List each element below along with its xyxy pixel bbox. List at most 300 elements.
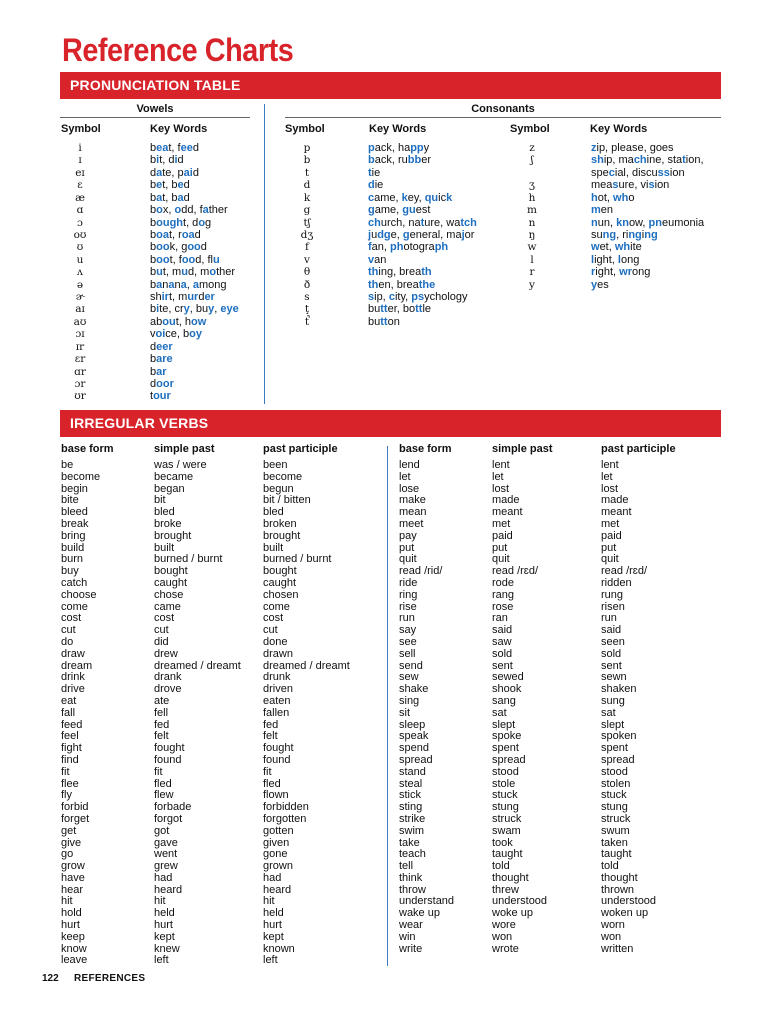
consonant-keywords: button bbox=[368, 315, 400, 328]
simple-past-cell: won bbox=[492, 930, 513, 943]
past-participle-cell: held bbox=[263, 907, 284, 920]
past-participle-cell: hurt bbox=[263, 919, 282, 932]
base-form-cell: burn bbox=[61, 553, 84, 566]
base-form-cell: hear bbox=[61, 883, 84, 896]
base-form-cell: catch bbox=[61, 576, 88, 589]
consonant-keywords: sip, city, psychology bbox=[368, 291, 468, 304]
vowel-keywords: bat, bad bbox=[150, 191, 190, 204]
irregular-verbs-banner: IRREGULAR VERBS bbox=[60, 410, 721, 437]
past-participle-cell: quit bbox=[601, 553, 619, 566]
simple-past-cell: spread bbox=[492, 753, 526, 766]
base-form-cell: think bbox=[399, 871, 423, 884]
simple-past-cell: taught bbox=[492, 848, 523, 861]
base-form-cell: fight bbox=[61, 742, 82, 755]
base-form-cell: choose bbox=[61, 588, 97, 601]
base-form-cell: know bbox=[61, 942, 87, 955]
base-form-cell: pay bbox=[399, 529, 417, 542]
past-participle-column bbox=[263, 460, 350, 967]
past-participle-cell: fed bbox=[263, 718, 279, 731]
past-participle-cell: sat bbox=[601, 706, 616, 719]
base-form-cell: eat bbox=[61, 694, 77, 707]
simple-past-cell: threw bbox=[492, 883, 519, 896]
vowel-symbol: oʊ bbox=[73, 228, 87, 241]
base-form-cell: put bbox=[399, 541, 415, 554]
simple-past-cell: gave bbox=[154, 836, 178, 849]
vowel-keywords: about, how bbox=[150, 315, 207, 328]
past-participle-cell: rung bbox=[601, 588, 624, 601]
base-form-cell: bleed bbox=[61, 506, 88, 519]
consonant-symbol: r bbox=[529, 266, 535, 279]
simple-past-cell: met bbox=[492, 517, 511, 530]
past-participle-cell: thrown bbox=[601, 883, 635, 896]
base-form-cell: hurt bbox=[61, 919, 80, 932]
past-participle-cell: left bbox=[263, 954, 278, 967]
simple-past-cell: sold bbox=[492, 647, 513, 660]
simple-past-cell: meant bbox=[492, 506, 523, 519]
past-participle-cell: ridden bbox=[601, 576, 632, 589]
base-form-cell: write bbox=[399, 942, 423, 955]
simple-past-cell: wore bbox=[492, 919, 516, 932]
base-form-header: base form bbox=[61, 443, 114, 455]
base-form-cell: read /rid/ bbox=[399, 565, 443, 578]
base-form-cell: wake up bbox=[399, 907, 440, 920]
base-form-cell: throw bbox=[399, 883, 426, 896]
simple-past-cell: fit bbox=[154, 765, 163, 778]
base-form-cell: forbid bbox=[61, 801, 89, 814]
base-form-cell: get bbox=[61, 824, 77, 837]
past-participle-cell: cut bbox=[263, 624, 278, 637]
base-form-cell: flee bbox=[61, 777, 79, 790]
consonant-keywords: hot, who bbox=[591, 191, 635, 204]
simple-past-cell: caught bbox=[154, 576, 188, 589]
simple-past-cell: paid bbox=[492, 529, 513, 542]
past-participle-cell: struck bbox=[601, 812, 631, 825]
consonant-symbol: d bbox=[303, 179, 311, 192]
simple-past-cell: cut bbox=[154, 624, 169, 637]
past-participle-cell: sold bbox=[601, 647, 622, 660]
vowel-keywords: box, odd, father bbox=[150, 204, 228, 217]
past-participle-cell: known bbox=[263, 942, 295, 955]
consonant-keywords: nun, know, pneumonia bbox=[591, 216, 705, 229]
vowel-symbol: ɑ bbox=[76, 204, 84, 217]
base-form-cell: let bbox=[399, 470, 411, 483]
past-participle-cell: eaten bbox=[263, 694, 291, 707]
past-participle-cell: been bbox=[263, 459, 288, 471]
consonant-symbol: l bbox=[530, 253, 534, 266]
past-participle-cell: grown bbox=[263, 860, 293, 873]
simple-past-cell: forgot bbox=[154, 812, 183, 825]
vowel-keywords: deer bbox=[150, 340, 173, 353]
past-participle-cell: brought bbox=[263, 529, 301, 542]
simple-past-cell: saw bbox=[492, 635, 512, 648]
past-participle-cell: drunk bbox=[263, 671, 291, 684]
vowel-keywords: bare bbox=[150, 353, 173, 366]
past-participle-cell: flown bbox=[263, 789, 289, 802]
past-participle-cell: built bbox=[263, 541, 284, 554]
consonant-keywords: then, breathe bbox=[368, 278, 436, 291]
simple-past-cell: drank bbox=[154, 671, 182, 684]
consonant2-keywords-header: Key Words bbox=[590, 123, 648, 135]
simple-past-cell: spent bbox=[492, 742, 519, 755]
simple-past-cell: spoke bbox=[492, 730, 522, 743]
simple-past-cell: stung bbox=[492, 801, 519, 814]
simple-past-cell: stood bbox=[492, 765, 519, 778]
past-participle-cell: had bbox=[263, 871, 282, 884]
base-form-cell: drink bbox=[61, 671, 85, 684]
consonant-symbol: z bbox=[529, 142, 535, 154]
consonant-keywords: men bbox=[591, 204, 614, 217]
vowels-rule bbox=[60, 117, 250, 118]
base-form-cell: buy bbox=[61, 565, 79, 578]
consonant-keywords: special, discussion bbox=[591, 166, 685, 179]
consonant-keywords: judge, general, major bbox=[368, 228, 475, 241]
base-form-cell: spend bbox=[399, 742, 429, 755]
base-form-cell: leave bbox=[61, 954, 88, 967]
base-form-cell: quit bbox=[399, 553, 417, 566]
vowel-keywords: beat, feed bbox=[150, 142, 199, 154]
simple-past-cell: fell bbox=[154, 706, 169, 719]
past-participle-cell: seen bbox=[601, 635, 625, 648]
vowel-symbol: ʊr bbox=[74, 390, 86, 403]
base-form-cell: meet bbox=[399, 517, 424, 530]
consonant-symbol: ţ bbox=[304, 303, 310, 316]
consonant-symbol: θ bbox=[303, 266, 311, 279]
past-participle-cell: stung bbox=[601, 801, 628, 814]
consonant-keywords-header: Key Words bbox=[369, 123, 427, 135]
past-participle-cell: driven bbox=[263, 683, 293, 696]
vowel-symbol: eɪ bbox=[75, 166, 85, 179]
simple-past-cell: hurt bbox=[154, 919, 173, 932]
past-participle-cell: given bbox=[263, 836, 290, 849]
base-form-cell: make bbox=[399, 494, 426, 507]
vowel-keywords: voice, boy bbox=[150, 328, 202, 341]
simple-past-cell: had bbox=[154, 871, 173, 884]
base-form-cell: give bbox=[61, 836, 82, 849]
base-form-column bbox=[61, 460, 100, 967]
past-participle-cell: bit / bitten bbox=[263, 494, 311, 507]
vowel-keywords: book, good bbox=[150, 241, 207, 254]
base-form-cell: dream bbox=[61, 659, 93, 672]
consonant-symbol: p bbox=[303, 142, 311, 154]
consonant-symbol: dʒ bbox=[300, 228, 314, 241]
past-participle-cell: told bbox=[601, 860, 619, 873]
base-form-cell: wear bbox=[399, 919, 423, 932]
consonant-keywords: came, key, quick bbox=[368, 191, 453, 204]
vowel-symbol: aɪ bbox=[75, 303, 85, 316]
simple-past-cell: read /rɛd/ bbox=[492, 565, 539, 578]
vowel-symbol: u bbox=[76, 253, 84, 266]
past-participle-cell: kept bbox=[263, 930, 284, 943]
past-participle-cell: made bbox=[601, 494, 629, 507]
past-participle-cell: thought bbox=[601, 871, 638, 884]
simple-past-cell: shook bbox=[492, 683, 522, 696]
base-form-cell: lose bbox=[399, 482, 420, 495]
consonant-symbol: s bbox=[304, 291, 310, 304]
base-form-cell: stand bbox=[399, 765, 426, 778]
past-participle-cell: said bbox=[601, 624, 622, 637]
consonant-keywords: yes bbox=[591, 278, 609, 291]
base-form-cell: understand bbox=[399, 895, 455, 908]
vowel-keywords-header: Key Words bbox=[150, 123, 208, 135]
verbs-divider bbox=[387, 446, 388, 966]
past-participle-cell: broken bbox=[263, 517, 297, 530]
consonant-symbol: t̚ bbox=[304, 315, 310, 328]
consonant-keywords-column bbox=[368, 142, 477, 328]
vowel-symbol-column bbox=[60, 142, 100, 403]
vowel-symbol: ɛr bbox=[74, 353, 86, 366]
base-form-cell: sing bbox=[399, 694, 420, 707]
past-participle-cell: bled bbox=[263, 506, 284, 519]
vowel-keywords: tour bbox=[150, 390, 171, 403]
past-participle-cell: sewn bbox=[601, 671, 627, 684]
base-form-cell: cut bbox=[61, 624, 76, 637]
base-form-cell: steal bbox=[399, 777, 423, 790]
simple-past-cell: thought bbox=[492, 871, 529, 884]
simple-past-cell: stuck bbox=[492, 789, 518, 802]
base-form-cell: say bbox=[399, 624, 417, 637]
vowel-keywords: shirt, murder bbox=[150, 291, 215, 304]
consonant-symbol-header: Symbol bbox=[285, 123, 325, 135]
simple-past-cell: knew bbox=[154, 942, 180, 955]
consonant-keywords: pack, happy bbox=[368, 142, 430, 154]
simple-past-column-2 bbox=[492, 460, 547, 955]
past-participle-cell: fled bbox=[263, 777, 281, 790]
consonant-symbol: ð bbox=[303, 278, 311, 291]
simple-past-cell: lost bbox=[492, 482, 510, 495]
consonant-symbol: y bbox=[529, 278, 535, 291]
past-participle-cell: woken up bbox=[601, 907, 649, 920]
consonant-keywords: measure, vision bbox=[591, 179, 670, 192]
past-participle-cell: read /rɛd/ bbox=[601, 565, 648, 578]
vowel-keywords-column bbox=[150, 142, 239, 403]
past-participle-cell: come bbox=[263, 600, 290, 613]
base-form-cell: have bbox=[61, 871, 85, 884]
simple-past-cell: sent bbox=[492, 659, 513, 672]
base-form-cell: mean bbox=[399, 506, 427, 519]
consonant-symbol: f bbox=[305, 241, 309, 254]
consonant-keywords: fan, photograph bbox=[368, 241, 449, 254]
base-form-cell: sit bbox=[399, 706, 410, 719]
page-title: Reference Charts bbox=[62, 32, 294, 68]
past-participle-cell: taken bbox=[601, 836, 628, 849]
past-participle-cell: stuck bbox=[601, 789, 627, 802]
vowel-symbol: ɪ bbox=[78, 154, 82, 167]
consonant-keywords: game, guest bbox=[368, 204, 431, 217]
simple-past-cell: lent bbox=[492, 459, 510, 471]
simple-past-cell: rang bbox=[492, 588, 515, 601]
base-form-cell: ride bbox=[399, 576, 418, 589]
simple-past-cell: built bbox=[154, 541, 175, 554]
vowels-heading: Vowels bbox=[136, 103, 174, 115]
simple-past-header: simple past bbox=[154, 443, 215, 455]
base-form-cell: begin bbox=[61, 482, 88, 495]
past-participle-cell: burned / burnt bbox=[263, 553, 332, 566]
consonant-symbol: w bbox=[527, 241, 537, 254]
past-participle-cell: swum bbox=[601, 824, 630, 837]
past-participle-cell: written bbox=[601, 942, 634, 955]
consonant-keywords: butter, bottle bbox=[368, 303, 431, 316]
past-participle-cell: meant bbox=[601, 506, 632, 519]
consonant-keywords: die bbox=[368, 179, 384, 192]
base-form-cell: spread bbox=[399, 753, 433, 766]
consonant-keywords: zip, please, goes bbox=[591, 142, 674, 154]
simple-past-cell: kept bbox=[154, 930, 175, 943]
past-participle-cell: fought bbox=[263, 742, 294, 755]
past-participle-cell: sung bbox=[601, 694, 625, 707]
past-participle-cell: spoken bbox=[601, 730, 637, 743]
vowel-symbol: ɔr bbox=[74, 378, 86, 391]
past-participle-cell: understood bbox=[601, 895, 657, 908]
vowel-keywords: door bbox=[150, 378, 174, 391]
vowel-keywords: boot, food, flu bbox=[150, 253, 220, 266]
vowel-keywords: bite, cry, buy, eye bbox=[150, 303, 239, 316]
vowel-symbol: aʊ bbox=[73, 315, 87, 328]
past-participle-cell: forbidden bbox=[263, 801, 309, 814]
past-participle-cell: put bbox=[601, 541, 617, 554]
past-participle-column-2 bbox=[601, 460, 656, 955]
simple-past-cell: ate bbox=[154, 694, 170, 707]
simple-past-cell: drove bbox=[154, 683, 182, 696]
consonant-keywords: wet, white bbox=[591, 241, 642, 254]
vowel-keywords: bit, did bbox=[150, 154, 184, 167]
vowel-keywords: but, mud, mother bbox=[150, 266, 236, 279]
base-form-cell: forget bbox=[61, 812, 90, 825]
past-participle-cell: slept bbox=[601, 718, 625, 731]
simple-past-cell: ran bbox=[492, 612, 508, 625]
past-participle-cell: chosen bbox=[263, 588, 299, 601]
vowel-symbol-header: Symbol bbox=[61, 123, 101, 135]
past-participle-cell: bought bbox=[263, 565, 297, 578]
base-form-cell: sleep bbox=[399, 718, 426, 731]
base-form-cell: ring bbox=[399, 588, 418, 601]
simple-past-cell: rode bbox=[492, 576, 515, 589]
simple-past-cell: understood bbox=[492, 895, 548, 908]
base-form-cell: tell bbox=[399, 860, 414, 873]
past-participle-cell: lent bbox=[601, 459, 619, 471]
past-participle-cell: paid bbox=[601, 529, 622, 542]
vowel-symbol: ɪr bbox=[75, 340, 85, 353]
simple-past-cell: put bbox=[492, 541, 508, 554]
vowel-keywords: bet, bed bbox=[150, 179, 190, 192]
simple-past-cell: hit bbox=[154, 895, 166, 908]
base-form-cell: keep bbox=[61, 930, 85, 943]
base-form-cell: bring bbox=[61, 529, 86, 542]
simple-past-cell: chose bbox=[154, 588, 184, 601]
vowel-symbol: æ bbox=[75, 191, 85, 204]
simple-past-cell: made bbox=[492, 494, 520, 507]
base-form-cell: send bbox=[399, 659, 423, 672]
consonant-keywords: light, long bbox=[591, 253, 640, 266]
past-participle-cell: shaken bbox=[601, 683, 637, 696]
vowel-symbol: ɑr bbox=[74, 365, 86, 378]
past-participle-cell: gone bbox=[263, 848, 288, 861]
consonant-symbol: g bbox=[303, 204, 311, 217]
base-form-cell: fly bbox=[61, 789, 72, 802]
pronunciation-divider bbox=[264, 104, 265, 404]
base-form-cell: shake bbox=[399, 683, 429, 696]
base-form-cell: swim bbox=[399, 824, 425, 837]
simple-past-cell: told bbox=[492, 860, 510, 873]
past-participle-cell: fallen bbox=[263, 706, 290, 719]
simple-past-cell: broke bbox=[154, 517, 182, 530]
past-participle-cell: let bbox=[601, 470, 613, 483]
vowel-symbol: ɔɪ bbox=[75, 328, 85, 341]
base-form-cell: lend bbox=[399, 459, 420, 471]
past-participle-cell: risen bbox=[601, 600, 625, 613]
simple-past-cell: burned / burnt bbox=[154, 553, 223, 566]
base-form-cell: drive bbox=[61, 683, 85, 696]
consonant-symbol: ŋ bbox=[528, 228, 536, 241]
past-participle-cell: become bbox=[263, 470, 303, 483]
past-participle-cell: gotten bbox=[263, 824, 294, 837]
simple-past-cell: fled bbox=[154, 777, 172, 790]
past-participle-cell: felt bbox=[263, 730, 278, 743]
base-form-cell: do bbox=[61, 635, 74, 648]
consonants-rule bbox=[285, 117, 721, 118]
base-form-cell: cost bbox=[61, 612, 82, 625]
base-form-cell: bite bbox=[61, 494, 79, 507]
past-participle-header-2: past participle bbox=[601, 443, 676, 455]
consonant-symbol: m bbox=[527, 204, 537, 217]
consonant-symbol bbox=[512, 167, 552, 179]
past-participle-cell: sent bbox=[601, 659, 622, 672]
consonant-keywords: thing, breath bbox=[368, 266, 432, 279]
simple-past-cell: cost bbox=[154, 612, 175, 625]
past-participle-cell: begun bbox=[263, 482, 294, 495]
past-participle-cell: heard bbox=[263, 883, 292, 896]
consonant-symbol: h bbox=[528, 191, 536, 204]
past-participle-cell: won bbox=[601, 930, 622, 943]
consonant-symbol: b bbox=[303, 154, 311, 167]
vowel-keywords: bar bbox=[150, 365, 167, 378]
past-participle-cell: forgotten bbox=[263, 812, 307, 825]
simple-past-cell: swam bbox=[492, 824, 521, 837]
simple-past-cell: was / were bbox=[154, 459, 207, 471]
simple-past-cell: began bbox=[154, 482, 185, 495]
past-participle-cell: cost bbox=[263, 612, 284, 625]
base-form-column-2 bbox=[399, 460, 454, 955]
vowel-symbol: i bbox=[78, 142, 82, 154]
simple-past-cell: became bbox=[154, 470, 194, 483]
vowel-symbol: ʊ bbox=[76, 241, 84, 254]
past-participle-cell: stood bbox=[601, 765, 628, 778]
base-form-cell: feed bbox=[61, 718, 83, 731]
vowel-keywords: date, paid bbox=[150, 166, 199, 179]
consonant-symbol: v bbox=[304, 253, 310, 266]
past-participle-header: past participle bbox=[263, 443, 338, 455]
base-form-cell: run bbox=[399, 612, 415, 625]
simple-past-cell: felt bbox=[154, 730, 169, 743]
base-form-cell: hold bbox=[61, 907, 82, 920]
base-form-cell: teach bbox=[399, 848, 426, 861]
past-participle-cell: worn bbox=[601, 919, 625, 932]
base-form-cell: speak bbox=[399, 730, 429, 743]
page-number: 122 bbox=[42, 973, 59, 984]
simple-past-cell: did bbox=[154, 635, 169, 648]
consonants-heading: Consonants bbox=[471, 103, 535, 115]
simple-past-cell: rose bbox=[492, 600, 514, 613]
simple-past-cell: heard bbox=[154, 883, 183, 896]
past-participle-cell: fit bbox=[263, 765, 272, 778]
simple-past-cell: bought bbox=[154, 565, 188, 578]
base-form-cell: sell bbox=[399, 647, 416, 660]
simple-past-cell: found bbox=[154, 753, 182, 766]
base-form-cell: build bbox=[61, 541, 85, 554]
simple-past-cell: dreamed / dreamt bbox=[154, 659, 241, 672]
vowel-symbol: ɚ bbox=[75, 291, 85, 304]
consonant-keywords: right, wrong bbox=[591, 266, 651, 279]
vowel-symbol: ə bbox=[76, 278, 84, 291]
